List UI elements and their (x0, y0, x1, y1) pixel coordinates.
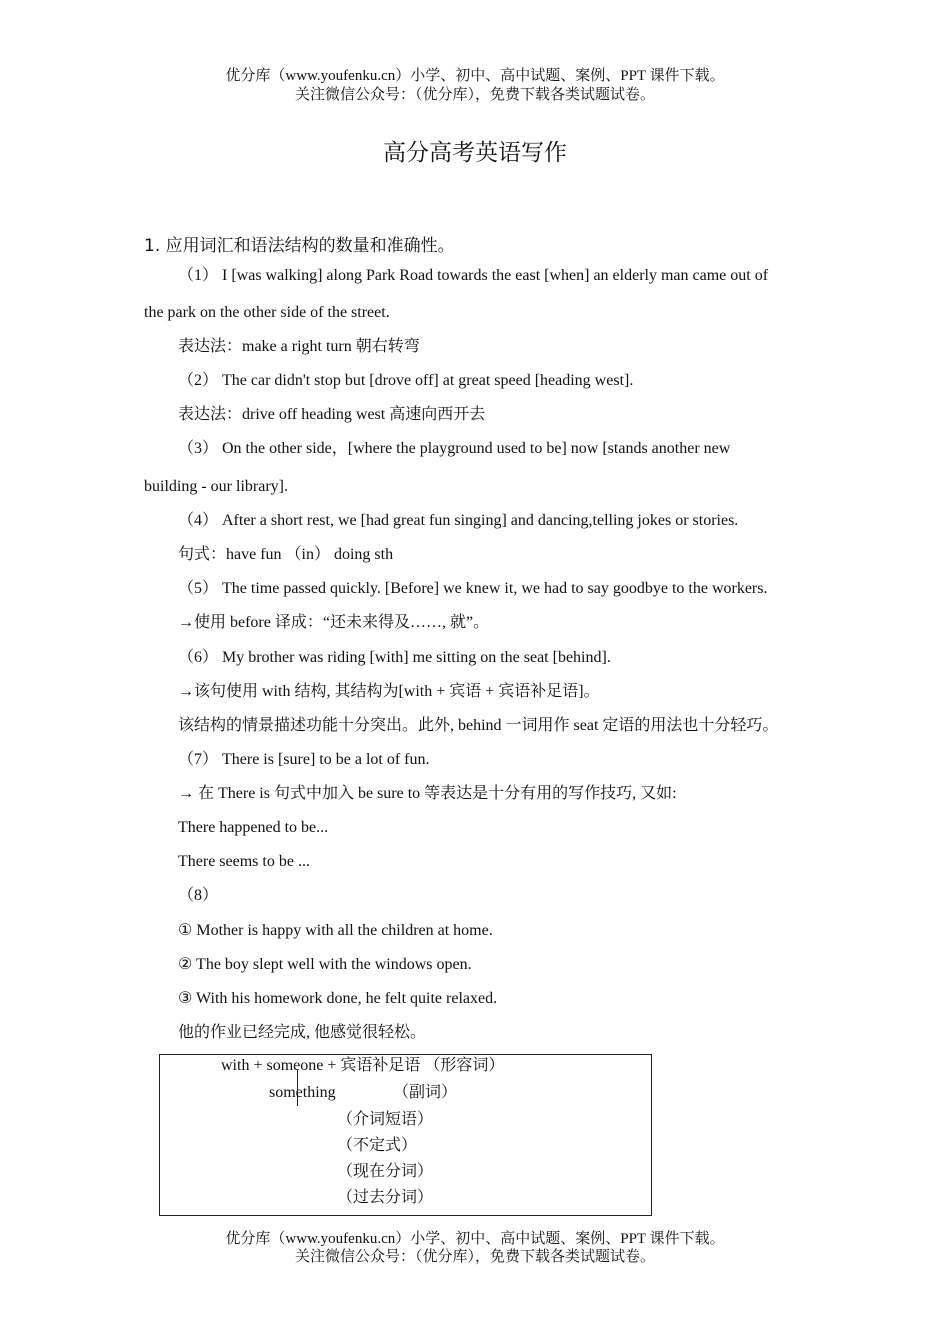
item-3-line-b: building - our library]. (144, 478, 288, 495)
item-3-line-a: （3） On the other side，[where the playground used to be] now [stands another new (178, 440, 731, 457)
footer-line-2: 关注微信公众号：（优分库），免费下载各类试题试卷。 (294, 1249, 655, 1265)
box-row-2b: （副词） (393, 1084, 458, 1101)
header-line-2: 关注微信公众号：（优分库），免费下载各类试题试卷。 (294, 87, 655, 103)
expression-2: 表达法：drive off heading west 高速向西开去 (178, 406, 486, 423)
example-8-2: ② The boy slept well with the windows open. (178, 956, 472, 973)
translation-8-3: 他的作业已经完成, 他感觉很轻松。 (178, 1024, 427, 1041)
footer-line-1: 优分库（www.youfenku.cn）小学、初中、高中试题、案例、PPT 课件下载。 (225, 1231, 725, 1247)
item-1-line-b: the park on the other side of the street. (144, 304, 390, 321)
pattern-4: 句式：have fun （in） doing sth (178, 546, 394, 563)
note-6a: →该句使用 with 结构, 其结构为[with + 宾语 + 宾语补足语]。 (178, 683, 600, 700)
item-1-line-a: （1） I [was walking] along Park Road towards the east [when] an elderly man came out of (178, 267, 769, 284)
header-line-1: 优分库（www.youfenku.cn）小学、初中、高中试题、案例、PPT 课件下载。 (225, 68, 725, 84)
example-8-1: ① Mother is happy with all the children at home. (178, 922, 493, 939)
box-row-6: （过去分词） (337, 1189, 434, 1206)
document-title: 高分高考英语写作 (383, 140, 567, 166)
note-6b: 该结构的情景描述功能十分突出。此外, behind 一词用作 seat 定语的用法也十分轻巧。 (178, 717, 779, 734)
item-6: （6） My brother was riding [with] me sitting on the seat [behind]. (178, 649, 611, 666)
note-5: →使用 before 译成：“还未来得及……, 就”。 (178, 614, 490, 631)
item-7: （7） There is [sure] to be a lot of fun. (178, 751, 430, 768)
example-7b: There seems to be ... (178, 853, 310, 870)
section-heading: 1. 应用词汇和语法结构的数量和准确性。 (144, 236, 455, 256)
box-row-5: （现在分词） (337, 1163, 434, 1180)
box-row-2a: something (269, 1084, 336, 1101)
item-2: （2） The car didn't stop but [drove off] at great speed [heading west]. (178, 372, 634, 389)
note-7: → 在 There is 句式中加入 be sure to 等表达是十分有用的写作技巧, 又如: (178, 785, 677, 802)
example-8-3: ③ With his homework done, he felt quite relaxed. (178, 990, 498, 1007)
box-row-1: with + someone + 宾语补足语 （形容词） (221, 1057, 505, 1074)
item-8-label: （8） (178, 887, 219, 904)
item-5: （5） The time passed quickly. [Before] we knew it, we had to say goodbye to the workers. (178, 580, 768, 597)
box-row-3: （介词短语） (337, 1111, 434, 1128)
item-4: （4） After a short rest, we [had great fun singing] and dancing,telling jokes or stories. (178, 512, 739, 529)
box-row-4: （不定式） (337, 1137, 418, 1154)
example-7a: There happened to be... (178, 819, 329, 836)
expression-1: 表达法：make a right turn 朝右转弯 (178, 338, 420, 355)
